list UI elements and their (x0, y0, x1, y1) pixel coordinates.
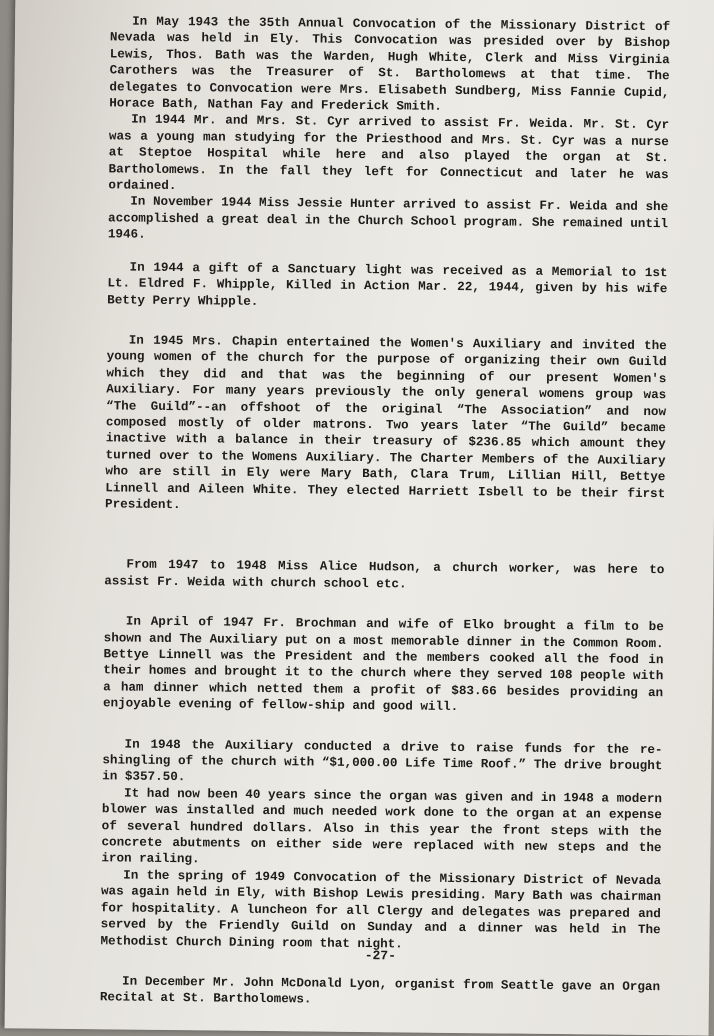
paragraph-film-dinner-1947: In April of 1947 Fr. Brochman and wife of Elko brought a film to be shown and The Auxiliary put on a most memorable dinner in the Common Room. Bettye Linnell was the President and the members cooked all the food in their homes and brought it to the church where they served 108 people with a ham dinner which netted them a profit of $83.66 besides providing an enjoyable evening of fellow-ship and good will. (102, 614, 664, 715)
paragraph-womens-auxiliary: In 1945 Mrs. Chapin entertained the Women's Auxiliary and invited the young women of the church for the purpose of organizing their own Guild which they did and that was the beginning of our present Women's Auxiliary. For many years previously the only general womens group was “The Guild”--an offshoot of the original “The Association” and now composed mostly of older matrons. Two years later “The Guild” became inactive with a balance in their treasury of $236.85 which amount they turned over to the Womens Auxiliary. The Charter Members of the Auxiliary who are still in Ely were Mary Bath, Clara Trum, Lillian Hill, Bettye Linnell and Aileen White. They elected Harriett Isbell to be their first President. (104, 333, 667, 513)
page-number: -27- (364, 948, 397, 964)
paragraph-convocation-1949: In the spring of 1949 Convocation of the Missionary District of Nevada was again held in Ely, with Bishop Lewis presiding. Mary Bath was chairman for hospitality. A luncheon for all Clergy and delegates was prepared and served by the Friendly Guild on Sunday and a dinner was held in The Methodist Church Dining room that night. (100, 868, 662, 951)
page-text (100, 13, 670, 1012)
document-page (5, 0, 714, 1036)
paragraph-organ-blower: It had now been 40 years since the organ was given and in 1948 a modern blower was installed and much needed work done to the organ at an expense of several hundred dollars. Also in this year the front steps with the concrete abutments on either side were replaced with new steps and the iron railing. (101, 786, 663, 867)
paragraph-convocation-1943: In May 1943 the 35th Annual Convocation of the Missionary District of Nevada was held in Ely. This Convocation was presided over by Bishop Lewis, Thos. Bath was the Warden, Hugh White, Clerk and Miss Virginia Carothers was the Treasurer of St. Bartholomews at that time. The delegates to Convocation were Mrs. Elisabeth Sundberg, Miss Fannie Cupid, Horace Bath, Nathan Fay and Frederick Smith. (109, 14, 671, 114)
paragraph-st-cyr-1944: In 1944 Mr. and Mrs. St. Cyr arrived to assist Fr. Weida. Mr. St. Cyr was a young man studying for the Priesthood and Mrs. St. Cyr was a nurse at Steptoe Hospital while here and also played the organ at St. Bartholomews. In the fall they left for Connecticut and later he was ordained. (108, 112, 670, 194)
paragraph-jessie-hunter: In November 1944 Miss Jessie Hunter arrived to assist Fr. Weida and she accomplished a great deal in the Church School program. She remained until 1946. (107, 195, 669, 243)
paragraph-reshingling-drive: In 1948 the Auxiliary conducted a drive to raise funds for the re-shingling of the church with “$1,000.00 Life Time Roof.” The drive brought in $357.50. (102, 737, 663, 785)
paragraph-organ-recital: In December Mr. John McDonald Lyon, organist from Seattle gave an Organ Recital at St. Bartholomews. (99, 974, 661, 1007)
paragraph-alice-hudson: From 1947 to 1948 Miss Alice Hudson, a church worker, was here to assist Fr. Weida with church school etc. (104, 557, 665, 592)
paragraph-sanctuary-light: In 1944 a gift of a Sanctuary light was received as a Memorial to 1st Lt. Eldred F. Whipple, Killed in Action Mar. 22, 1944, given by his wife Betty Perry Whipple. (107, 260, 668, 309)
